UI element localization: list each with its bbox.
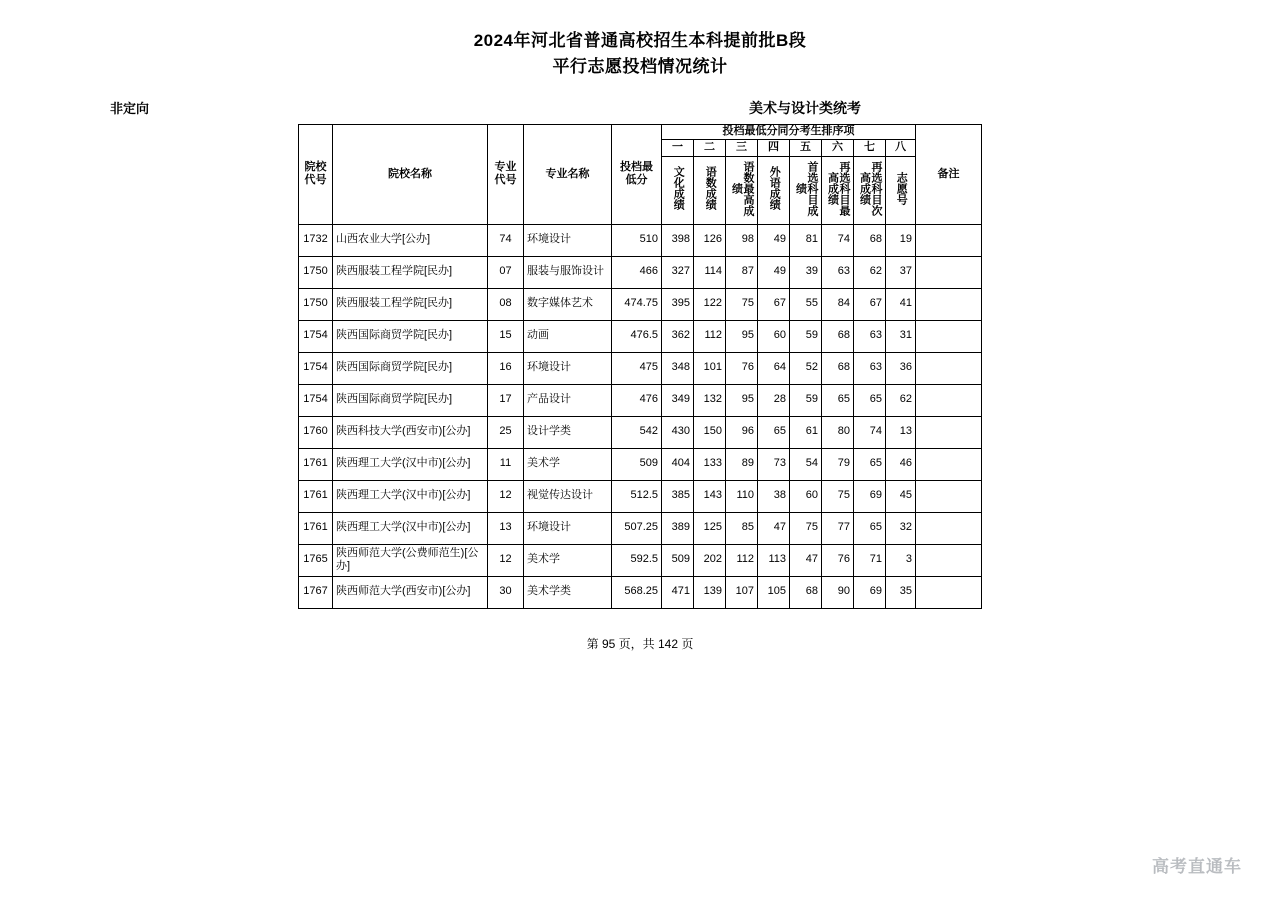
cell-school-code: 1754 xyxy=(299,320,333,352)
cell-major-code: 12 xyxy=(488,544,524,576)
cell-school-code: 1761 xyxy=(299,480,333,512)
table-row xyxy=(299,320,982,352)
cell-rank-4: 105 xyxy=(758,576,790,608)
cell-major-name: 动画 xyxy=(524,320,612,352)
cell-min-score: 542 xyxy=(612,416,662,448)
cell-rank-1: 471 xyxy=(662,576,694,608)
cell-note xyxy=(916,448,982,480)
category-center-label: 美术与设计类统考 xyxy=(749,100,861,116)
table-row xyxy=(299,416,982,448)
cell-note xyxy=(916,384,982,416)
header-rank-group: 投档最低分同分考生排序项 xyxy=(662,125,916,140)
document-title xyxy=(0,0,1280,80)
cell-rank-4: 38 xyxy=(758,480,790,512)
category-left-label: 非定向 xyxy=(110,101,150,116)
cell-school-name: 陕西国际商贸学院[民办] xyxy=(333,352,488,384)
cell-min-score: 510 xyxy=(612,224,662,256)
table-body xyxy=(299,224,982,608)
cell-school-name: 陕西服装工程学院[民办] xyxy=(333,256,488,288)
cell-rank-2: 101 xyxy=(694,352,726,384)
cell-rank-2: 132 xyxy=(694,384,726,416)
cell-rank-4: 67 xyxy=(758,288,790,320)
cell-rank-1: 349 xyxy=(662,384,694,416)
table-row xyxy=(299,480,982,512)
header-note: 备注 xyxy=(916,125,982,225)
cell-rank-6: 68 xyxy=(822,352,854,384)
rank-number-7: 七 xyxy=(854,140,886,157)
header-school-name: 院校名称 xyxy=(333,125,488,225)
rank-number-3: 三 xyxy=(726,140,758,157)
cell-note xyxy=(916,320,982,352)
cell-major-code: 17 xyxy=(488,384,524,416)
cell-rank-2: 122 xyxy=(694,288,726,320)
cell-rank-8: 19 xyxy=(886,224,916,256)
cell-rank-8: 45 xyxy=(886,480,916,512)
cell-rank-1: 395 xyxy=(662,288,694,320)
cell-min-score: 507.25 xyxy=(612,512,662,544)
cell-rank-2: 133 xyxy=(694,448,726,480)
cell-rank-1: 398 xyxy=(662,224,694,256)
cell-rank-7: 65 xyxy=(854,448,886,480)
rank-number-4: 四 xyxy=(758,140,790,157)
watermark-label: 高考直通车 xyxy=(1152,857,1242,876)
cell-rank-8: 31 xyxy=(886,320,916,352)
header-min-score: 投档最低分 xyxy=(612,125,662,225)
subheader-secondary-subject-max xyxy=(822,157,854,225)
cell-rank-2: 150 xyxy=(694,416,726,448)
cell-school-code: 1750 xyxy=(299,256,333,288)
cell-rank-8: 36 xyxy=(886,352,916,384)
cell-major-name: 服装与服饰设计 xyxy=(524,256,612,288)
cell-school-name: 陕西服装工程学院[民办] xyxy=(333,288,488,320)
cell-major-code: 11 xyxy=(488,448,524,480)
header-school-code: 院校代号 xyxy=(299,125,333,225)
title-line-1: 2024年河北省普通高校招生本科提前批B段 xyxy=(473,31,807,50)
table-row xyxy=(299,544,982,576)
cell-rank-5: 61 xyxy=(790,416,822,448)
rank-number-5: 五 xyxy=(790,140,822,157)
cell-rank-7: 74 xyxy=(854,416,886,448)
table-row xyxy=(299,256,982,288)
cell-rank-4: 28 xyxy=(758,384,790,416)
cell-major-code: 16 xyxy=(488,352,524,384)
cell-note xyxy=(916,256,982,288)
cell-rank-7: 62 xyxy=(854,256,886,288)
cell-rank-2: 125 xyxy=(694,512,726,544)
cell-rank-3: 96 xyxy=(726,416,758,448)
cell-rank-7: 69 xyxy=(854,480,886,512)
cell-major-code: 13 xyxy=(488,512,524,544)
cell-rank-6: 76 xyxy=(822,544,854,576)
cell-rank-3: 110 xyxy=(726,480,758,512)
cell-rank-5: 47 xyxy=(790,544,822,576)
table-row xyxy=(299,576,982,608)
subheader-chinese-math-score-text: 语数成绩 xyxy=(704,166,717,210)
cell-rank-3: 85 xyxy=(726,512,758,544)
cell-rank-2: 126 xyxy=(694,224,726,256)
cell-school-code: 1761 xyxy=(299,512,333,544)
cell-rank-5: 60 xyxy=(790,480,822,512)
cell-rank-8: 35 xyxy=(886,576,916,608)
admission-statistics-table xyxy=(298,124,982,609)
cell-school-name: 陕西理工大学(汉中市)[公办] xyxy=(333,480,488,512)
cell-major-name: 数字媒体艺术 xyxy=(524,288,612,320)
cell-major-name: 视觉传达设计 xyxy=(524,480,612,512)
cell-rank-6: 68 xyxy=(822,320,854,352)
header-major-name: 专业名称 xyxy=(524,125,612,225)
cell-rank-8: 46 xyxy=(886,448,916,480)
cell-rank-4: 73 xyxy=(758,448,790,480)
cell-rank-6: 84 xyxy=(822,288,854,320)
subheader-culture-score xyxy=(662,157,694,225)
cell-rank-7: 67 xyxy=(854,288,886,320)
subheader-foreign-language-score xyxy=(758,157,790,225)
cell-major-code: 74 xyxy=(488,224,524,256)
cell-school-name: 陕西师范大学(公费师范生)[公办] xyxy=(333,544,488,576)
cell-rank-4: 65 xyxy=(758,416,790,448)
cell-min-score: 475 xyxy=(612,352,662,384)
cell-major-name: 产品设计 xyxy=(524,384,612,416)
cell-school-name: 陕西理工大学(汉中市)[公办] xyxy=(333,448,488,480)
cell-rank-2: 202 xyxy=(694,544,726,576)
cell-rank-1: 404 xyxy=(662,448,694,480)
cell-rank-5: 59 xyxy=(790,320,822,352)
cell-school-name: 陕西理工大学(汉中市)[公办] xyxy=(333,512,488,544)
cell-rank-3: 89 xyxy=(726,448,758,480)
cell-min-score: 476.5 xyxy=(612,320,662,352)
cell-major-code: 30 xyxy=(488,576,524,608)
page-footer: 第 95 页，共 142 页 xyxy=(586,636,694,651)
cell-rank-3: 98 xyxy=(726,224,758,256)
table-row xyxy=(299,352,982,384)
cell-min-score: 466 xyxy=(612,256,662,288)
cell-rank-3: 75 xyxy=(726,288,758,320)
subheader-primary-subject-score-text: 首选科目成绩 xyxy=(794,160,819,216)
cell-rank-1: 327 xyxy=(662,256,694,288)
cell-rank-4: 64 xyxy=(758,352,790,384)
cell-rank-4: 60 xyxy=(758,320,790,352)
cell-rank-2: 114 xyxy=(694,256,726,288)
table-header-row-group xyxy=(299,125,982,140)
rank-number-8: 八 xyxy=(886,140,916,157)
cell-rank-6: 77 xyxy=(822,512,854,544)
subheader-chinese-math-max xyxy=(726,157,758,225)
cell-rank-7: 63 xyxy=(854,352,886,384)
cell-rank-6: 80 xyxy=(822,416,854,448)
cell-rank-4: 49 xyxy=(758,224,790,256)
cell-major-name: 美术学类 xyxy=(524,576,612,608)
cell-rank-8: 37 xyxy=(886,256,916,288)
cell-note xyxy=(916,416,982,448)
cell-rank-4: 47 xyxy=(758,512,790,544)
cell-rank-5: 59 xyxy=(790,384,822,416)
subheader-secondary-subject-max-text: 再选科目最高成绩 xyxy=(826,160,851,216)
subheader-foreign-language-score-text: 外语成绩 xyxy=(768,166,781,210)
cell-major-name: 设计学类 xyxy=(524,416,612,448)
table-row xyxy=(299,224,982,256)
cell-rank-3: 107 xyxy=(726,576,758,608)
subheader-primary-subject-score xyxy=(790,157,822,225)
cell-rank-5: 54 xyxy=(790,448,822,480)
cell-rank-2: 112 xyxy=(694,320,726,352)
cell-major-code: 12 xyxy=(488,480,524,512)
cell-school-name: 陕西科技大学(西安市)[公办] xyxy=(333,416,488,448)
cell-rank-6: 74 xyxy=(822,224,854,256)
cell-major-name: 美术学 xyxy=(524,448,612,480)
cell-school-name: 陕西师范大学(西安市)[公办] xyxy=(333,576,488,608)
subheader-choice-number xyxy=(886,157,916,225)
rank-number-2: 二 xyxy=(694,140,726,157)
cell-rank-7: 65 xyxy=(854,384,886,416)
cell-rank-1: 362 xyxy=(662,320,694,352)
subheader-secondary-subject-second-text: 再选科目次高成绩 xyxy=(858,160,883,216)
cell-rank-5: 75 xyxy=(790,512,822,544)
cell-rank-1: 389 xyxy=(662,512,694,544)
table-row xyxy=(299,512,982,544)
subheader-chinese-math-score xyxy=(694,157,726,225)
cell-rank-8: 13 xyxy=(886,416,916,448)
cell-rank-4: 113 xyxy=(758,544,790,576)
cell-rank-7: 71 xyxy=(854,544,886,576)
cell-major-name: 环境设计 xyxy=(524,512,612,544)
cell-rank-3: 95 xyxy=(726,320,758,352)
cell-rank-7: 63 xyxy=(854,320,886,352)
cell-min-score: 476 xyxy=(612,384,662,416)
cell-note xyxy=(916,512,982,544)
cell-major-code: 25 xyxy=(488,416,524,448)
cell-rank-7: 65 xyxy=(854,512,886,544)
cell-rank-3: 76 xyxy=(726,352,758,384)
cell-min-score: 474.75 xyxy=(612,288,662,320)
cell-rank-1: 509 xyxy=(662,544,694,576)
cell-school-code: 1754 xyxy=(299,384,333,416)
table-row xyxy=(299,288,982,320)
rank-number-1: 一 xyxy=(662,140,694,157)
cell-rank-5: 68 xyxy=(790,576,822,608)
cell-rank-6: 65 xyxy=(822,384,854,416)
cell-school-name: 山西农业大学[公办] xyxy=(333,224,488,256)
subheader-choice-number-text: 志愿号 xyxy=(895,171,908,205)
cell-school-code: 1760 xyxy=(299,416,333,448)
subheader-culture-score-text: 文化成绩 xyxy=(672,166,685,210)
cell-school-code: 1750 xyxy=(299,288,333,320)
cell-min-score: 568.25 xyxy=(612,576,662,608)
cell-rank-6: 63 xyxy=(822,256,854,288)
subheader-chinese-math-max-text: 语数最高成绩 xyxy=(730,160,755,216)
cell-school-name: 陕西国际商贸学院[民办] xyxy=(333,384,488,416)
cell-major-name: 环境设计 xyxy=(524,224,612,256)
cell-rank-6: 79 xyxy=(822,448,854,480)
cell-major-code: 08 xyxy=(488,288,524,320)
cell-min-score: 512.5 xyxy=(612,480,662,512)
cell-rank-5: 55 xyxy=(790,288,822,320)
cell-rank-5: 39 xyxy=(790,256,822,288)
cell-rank-8: 62 xyxy=(886,384,916,416)
cell-min-score: 509 xyxy=(612,448,662,480)
table-row xyxy=(299,448,982,480)
cell-note xyxy=(916,352,982,384)
cell-school-code: 1754 xyxy=(299,352,333,384)
cell-rank-6: 90 xyxy=(822,576,854,608)
cell-note xyxy=(916,288,982,320)
cell-note xyxy=(916,224,982,256)
cell-rank-8: 32 xyxy=(886,512,916,544)
cell-note xyxy=(916,576,982,608)
cell-rank-2: 143 xyxy=(694,480,726,512)
cell-school-code: 1767 xyxy=(299,576,333,608)
title-line-2: 平行志愿投档情况统计 xyxy=(552,57,728,76)
cell-rank-3: 95 xyxy=(726,384,758,416)
cell-major-name: 环境设计 xyxy=(524,352,612,384)
cell-rank-6: 75 xyxy=(822,480,854,512)
cell-note xyxy=(916,480,982,512)
subheader-secondary-subject-second xyxy=(854,157,886,225)
cell-major-code: 15 xyxy=(488,320,524,352)
cell-rank-4: 49 xyxy=(758,256,790,288)
cell-rank-5: 81 xyxy=(790,224,822,256)
subheading-row xyxy=(110,98,1170,118)
cell-rank-8: 41 xyxy=(886,288,916,320)
cell-min-score: 592.5 xyxy=(612,544,662,576)
cell-rank-3: 112 xyxy=(726,544,758,576)
cell-school-code: 1732 xyxy=(299,224,333,256)
header-major-code: 专业代号 xyxy=(488,125,524,225)
cell-rank-7: 69 xyxy=(854,576,886,608)
cell-rank-1: 430 xyxy=(662,416,694,448)
cell-rank-1: 385 xyxy=(662,480,694,512)
table-row xyxy=(299,384,982,416)
cell-school-code: 1761 xyxy=(299,448,333,480)
cell-rank-1: 348 xyxy=(662,352,694,384)
rank-number-6: 六 xyxy=(822,140,854,157)
cell-major-name: 美术学 xyxy=(524,544,612,576)
cell-rank-5: 52 xyxy=(790,352,822,384)
cell-rank-2: 139 xyxy=(694,576,726,608)
cell-school-code: 1765 xyxy=(299,544,333,576)
cell-major-code: 07 xyxy=(488,256,524,288)
cell-school-name: 陕西国际商贸学院[民办] xyxy=(333,320,488,352)
cell-rank-7: 68 xyxy=(854,224,886,256)
cell-note xyxy=(916,544,982,576)
cell-rank-8: 3 xyxy=(886,544,916,576)
cell-rank-3: 87 xyxy=(726,256,758,288)
